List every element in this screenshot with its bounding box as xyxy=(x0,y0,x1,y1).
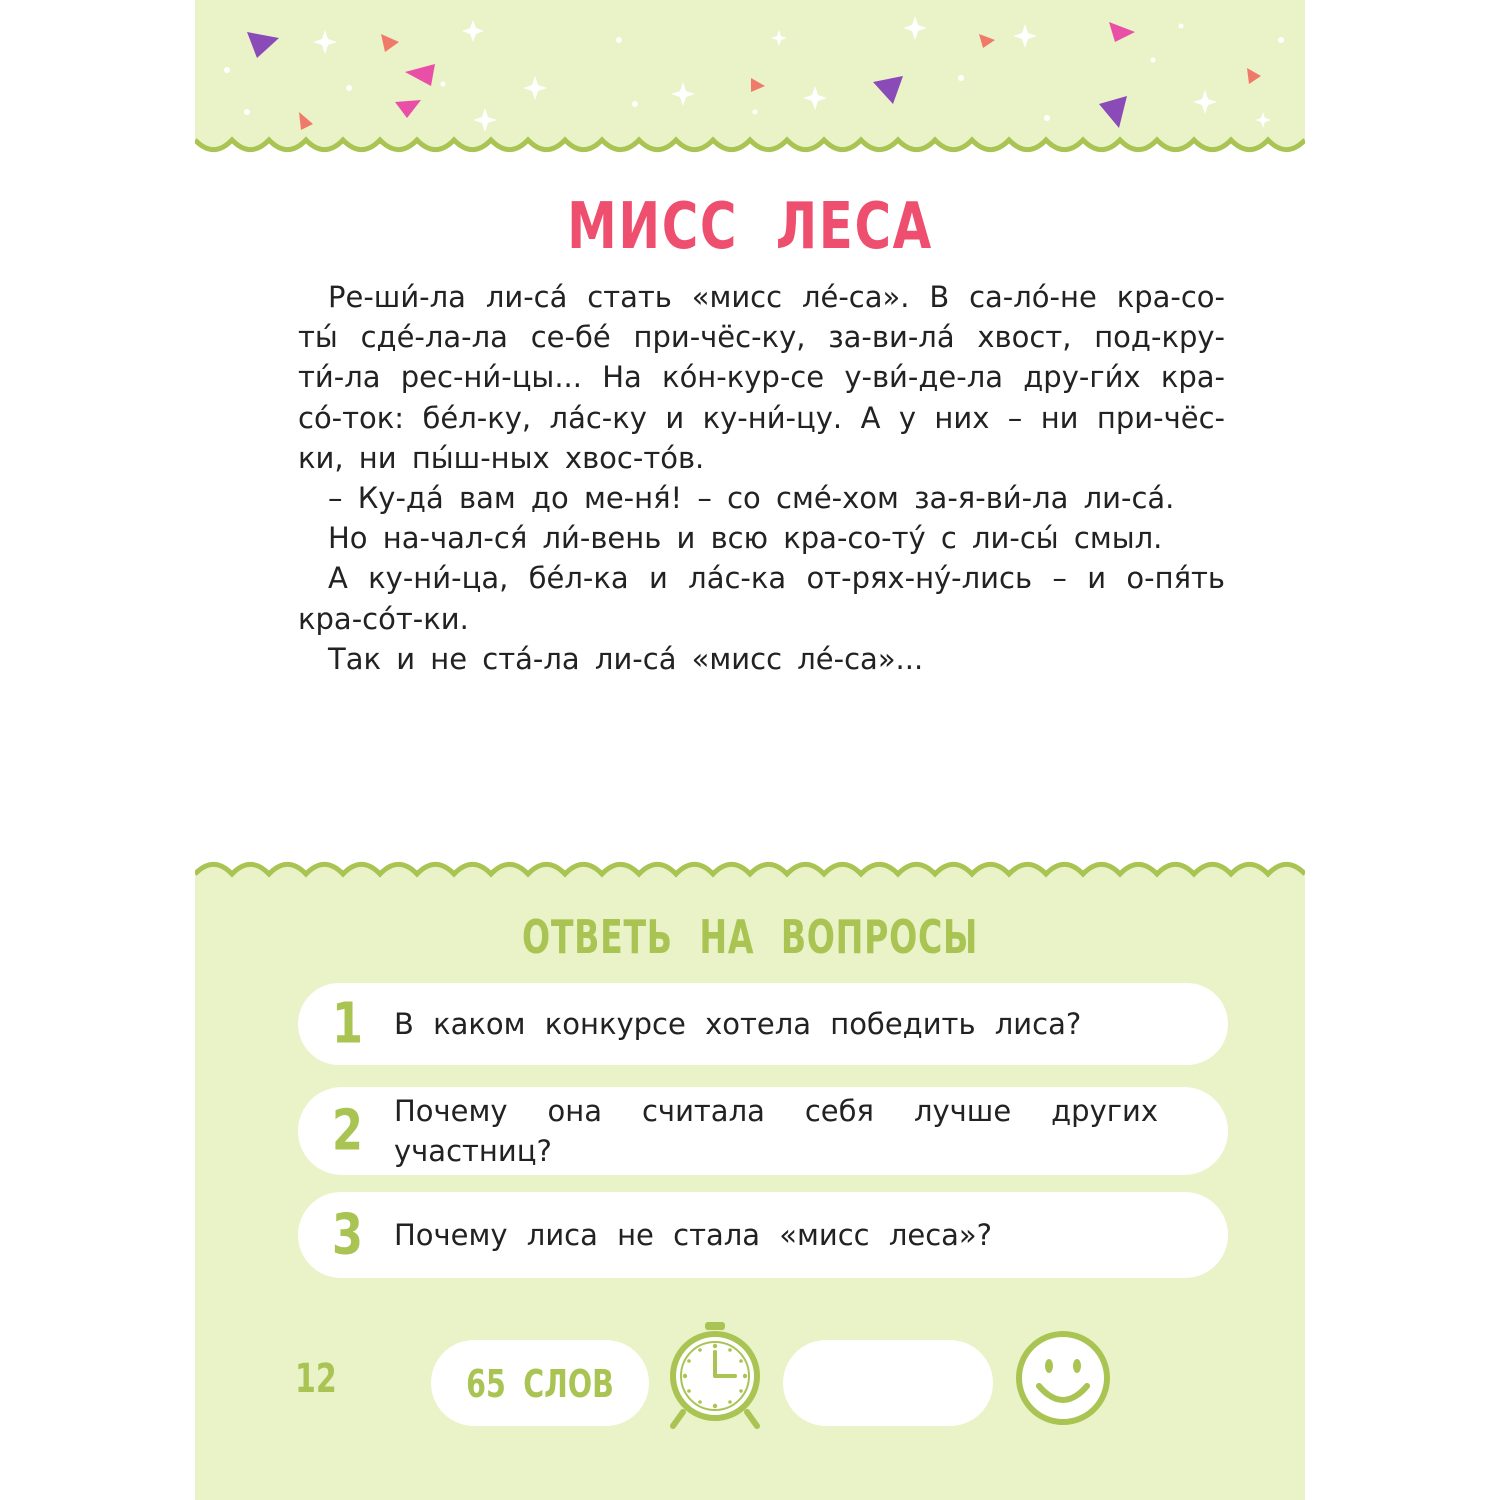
reading-time-field xyxy=(783,1340,993,1426)
story-paragraph: А ку-ни́-ца, бе́л-ка и ла́с-ка от-рях-ну́-лись – и о-пя́ть кра-со́т-ки. xyxy=(298,561,1225,636)
book-page xyxy=(195,0,1305,1500)
questions-heading: ОТВЕТЬ НА ВОПРОСЫ xyxy=(521,910,979,964)
word-count-label: 65 СЛОВ xyxy=(466,1362,614,1406)
question-card xyxy=(298,1087,1228,1175)
story-paragraph: Но на-чал-ся́ ли́-вень и всю кра-со-ту́ с ли-сы́ смыл. xyxy=(328,521,1163,556)
clock-icon xyxy=(665,1320,765,1430)
story-paragraph: Так и не ста́-ла ли-са́ «мисс ле́-са»... xyxy=(328,641,924,676)
story-text xyxy=(298,277,1225,679)
page-number: 12 xyxy=(295,1356,337,1402)
smiley-icon xyxy=(1013,1328,1113,1428)
question-card xyxy=(298,1192,1228,1278)
question-number: 1 xyxy=(331,991,364,1057)
question-number: 2 xyxy=(331,1098,364,1164)
top-decorative-band xyxy=(195,0,1305,160)
question-text: Почему она считала себя лучше других участниц? xyxy=(394,1094,1158,1168)
word-count-badge xyxy=(431,1340,649,1426)
question-card xyxy=(298,983,1228,1065)
question-text: Почему лиса не стала «мисс леса»? xyxy=(394,1218,993,1252)
question-number: 3 xyxy=(331,1202,364,1268)
story-paragraph: Ре-ши́-ла ли-са́ стать «мисс ле́-са». В са-ло́-не кра-со-ты́ сде́-ла-ла се-бе́ при-чёс-ку, за-ви-ла́ хвост, под-кру-ти́-ла рес-ни́-цы... На ко́н-кур-се у-ви́-де-ла дру-ги́х кра-со́-ток: бе́л-ку, ла́с-ку и ку-ни́-цу. А у них – ни при-чёс-ки, ни пы́ш-ных хвос-то́в. xyxy=(298,280,1225,475)
page-title: МИСС ЛЕСА xyxy=(567,190,933,264)
question-text: В каком конкурсе хотела победить лиса? xyxy=(394,1007,1082,1041)
story-paragraph: – Ку-да́ вам до ме-ня́! – со сме́-хом за-я-ви́-ла ли-са́. xyxy=(328,481,1175,516)
